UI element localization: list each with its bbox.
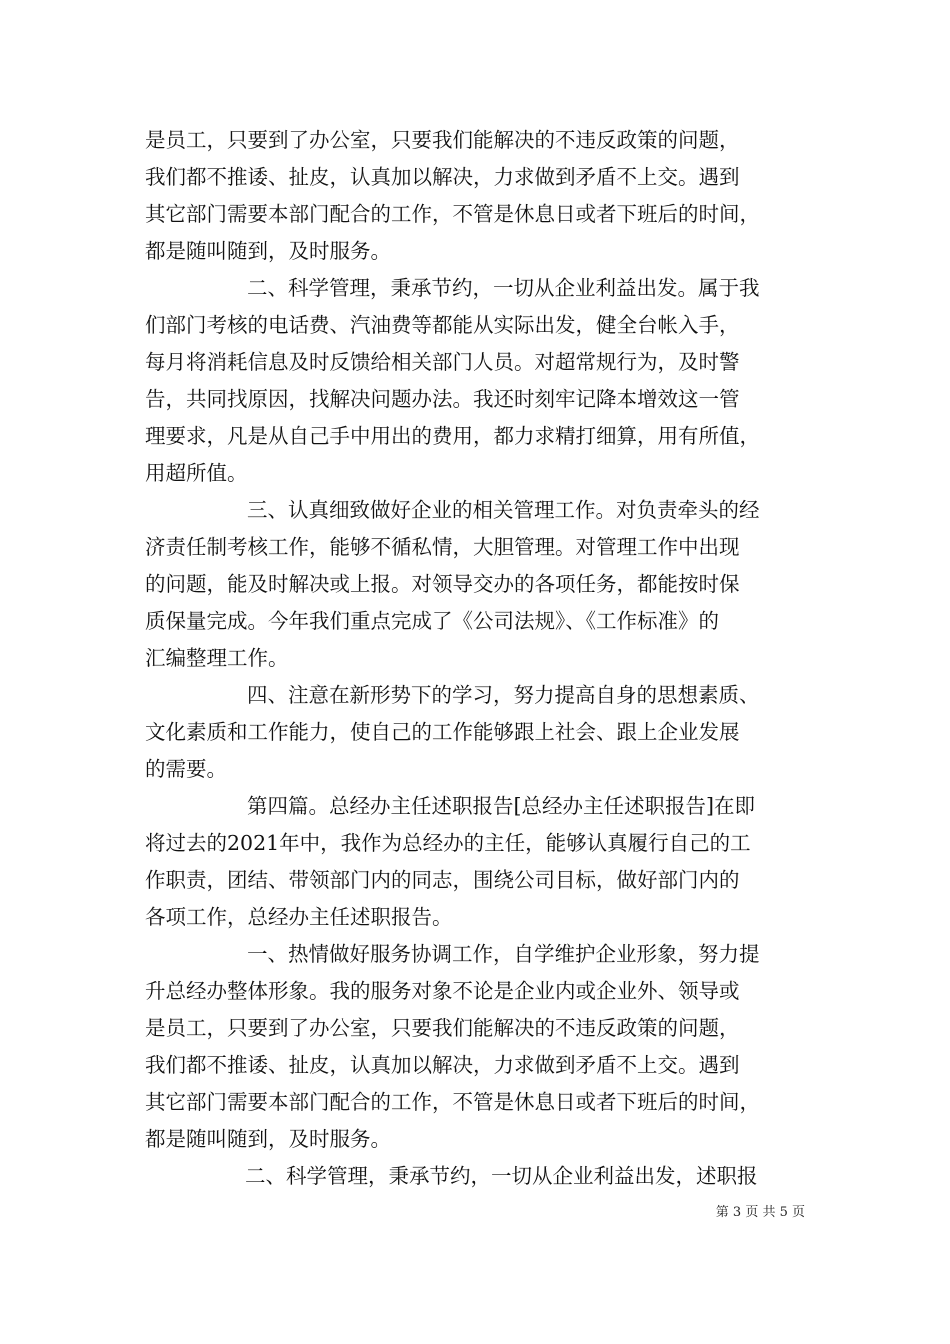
document-body xyxy=(145,122,810,1195)
text-line: 升总经办整体形象。我的服务对象不论是企业内或企业外、领导或 xyxy=(145,979,740,1003)
text-line: 理要求，凡是从自己手中用出的费用，都力求精打细算，用有所值， xyxy=(145,424,760,448)
text-line: 的需要。 xyxy=(145,757,227,781)
text-line: 都是随叫随到，及时服务。 xyxy=(145,1127,391,1151)
text-line: 各项工作，总经办主任述职报告。 xyxy=(145,905,453,929)
text-line: 三、认真细致做好企业的相关管理工作。对负责牵头的经 xyxy=(247,498,760,522)
text-line: 一、热情做好服务协调工作，自学维护企业形象，努力提 xyxy=(247,942,760,966)
text-line: 二、科学管理，秉承节约，一切从企业利益出发，述职报 xyxy=(245,1164,758,1188)
text-line: 其它部门需要本部门配合的工作，不管是休息日或者下班后的时间， xyxy=(145,1090,760,1114)
paragraph-1 xyxy=(145,122,810,270)
text-line: 汇编整理工作。 xyxy=(145,646,289,670)
text-line: 的问题，能及时解决或上报。对领导交办的各项任务，都能按时保 xyxy=(145,572,740,596)
paragraph-3 xyxy=(145,492,810,677)
paragraph-6 xyxy=(145,936,810,1158)
text-line: 们部门考核的电话费、汽油费等都能从实际出发，健全台帐入手， xyxy=(145,313,740,337)
text-line: 用超所值。 xyxy=(145,461,248,485)
text-line: 我们都不推诿、扯皮，认真加以解决，力求做到矛盾不上交。遇到 xyxy=(145,165,740,189)
text-line: 济责任制考核工作，能够不循私情，大胆管理。对管理工作中出现 xyxy=(145,535,740,559)
text-line: 是员工，只要到了办公室，只要我们能解决的不违反政策的问题， xyxy=(145,1016,740,1040)
text-line: 作职责，团结、带领部门内的同志，围绕公司目标，做好部门内的 xyxy=(145,868,740,892)
paragraph-7 xyxy=(145,1158,810,1195)
page-number: 第 3 页 共 5 页 xyxy=(715,1205,805,1220)
text-line: 四、注意在新形势下的学习，努力提高自身的思想素质、 xyxy=(247,683,760,707)
text-line: 将过去的2021年中，我作为总经办的主任，能够认真履行自己的工 xyxy=(145,831,751,855)
paragraph-5 xyxy=(145,788,810,936)
text-line: 都是随叫随到，及时服务。 xyxy=(145,239,391,263)
text-line: 每月将消耗信息及时反馈给相关部门人员。对超常规行为，及时警 xyxy=(145,350,740,374)
text-line: 质保量完成。今年我们重点完成了《公司法规》、《工作标准》的 xyxy=(145,609,719,633)
text-line: 第四篇。总经办主任述职报告[总经办主任述职报告]在即 xyxy=(247,794,755,818)
text-line: 告，共同找原因，找解决问题办法。我还时刻牢记降本增效这一管 xyxy=(145,387,740,411)
text-line: 文化素质和工作能力，使自己的工作能够跟上社会、跟上企业发展 xyxy=(145,720,740,744)
text-line: 二、科学管理，秉承节约，一切从企业利益出发。属于我 xyxy=(247,276,760,300)
text-line: 我们都不推诿、扯皮，认真加以解决，力求做到矛盾不上交。遇到 xyxy=(145,1053,740,1077)
paragraph-4 xyxy=(145,677,810,788)
paragraph-2 xyxy=(145,270,810,492)
text-line: 其它部门需要本部门配合的工作，不管是休息日或者下班后的时间， xyxy=(145,202,760,226)
text-line: 是员工，只要到了办公室，只要我们能解决的不违反政策的问题， xyxy=(145,128,740,152)
